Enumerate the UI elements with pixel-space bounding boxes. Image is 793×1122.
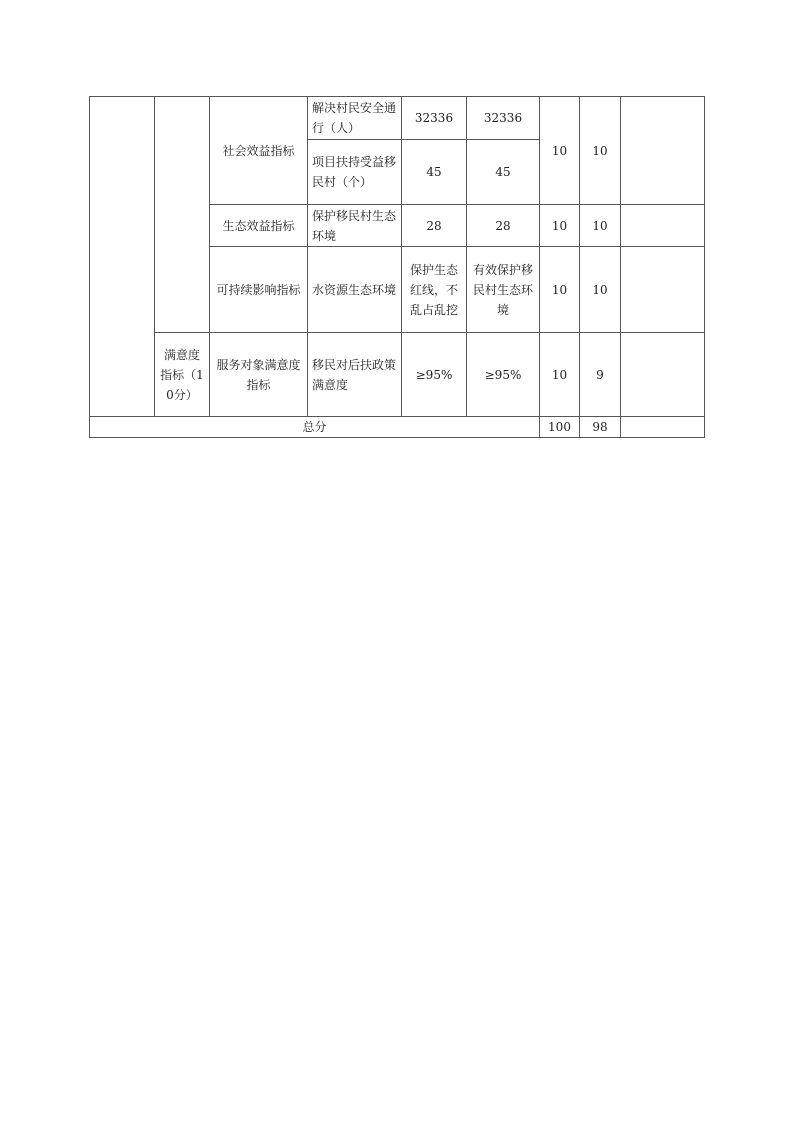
indicator-cell: 项目扶持受益移民村（个） bbox=[308, 140, 402, 205]
remark-cell bbox=[621, 247, 705, 333]
total-score: 98 bbox=[580, 417, 621, 438]
target-value-cell: ≥95% bbox=[402, 333, 467, 417]
secondary-indicator-cell: 生态效益指标 bbox=[210, 205, 308, 247]
target-value-cell: 45 bbox=[402, 140, 467, 205]
empty-cell bbox=[90, 97, 155, 417]
actual-value-cell: 32336 bbox=[467, 97, 540, 140]
secondary-indicator-cell: 社会效益指标 bbox=[210, 97, 308, 205]
total-row bbox=[90, 417, 705, 438]
empty-cell bbox=[155, 97, 210, 333]
score-cell: 10 bbox=[580, 205, 621, 247]
indicator-cell: 解决村民安全通行（人） bbox=[308, 97, 402, 140]
secondary-indicator-cell: 服务对象满意度指标 bbox=[210, 333, 308, 417]
actual-value-cell: ≥95% bbox=[467, 333, 540, 417]
actual-value-cell: 45 bbox=[467, 140, 540, 205]
total-weight: 100 bbox=[540, 417, 580, 438]
indicator-cell: 移民对后扶政策满意度 bbox=[308, 333, 402, 417]
table-row bbox=[90, 97, 705, 140]
target-value-cell: 保护生态红线，不乱占乱挖 bbox=[402, 247, 467, 333]
actual-value-cell: 28 bbox=[467, 205, 540, 247]
remark-cell bbox=[621, 97, 705, 205]
score-cell: 9 bbox=[580, 333, 621, 417]
weight-cell: 10 bbox=[540, 247, 580, 333]
actual-value-cell: 有效保护移民村生态环境 bbox=[467, 247, 540, 333]
weight-cell: 10 bbox=[540, 97, 580, 205]
remark-cell bbox=[621, 417, 705, 438]
table-row bbox=[90, 333, 705, 417]
score-cell: 10 bbox=[580, 97, 621, 205]
remark-cell bbox=[621, 205, 705, 247]
target-value-cell: 28 bbox=[402, 205, 467, 247]
indicator-cell: 保护移民村生态环境 bbox=[308, 205, 402, 247]
total-label: 总分 bbox=[90, 417, 540, 438]
target-value-cell: 32336 bbox=[402, 97, 467, 140]
score-cell: 10 bbox=[580, 247, 621, 333]
weight-cell: 10 bbox=[540, 333, 580, 417]
performance-table bbox=[89, 96, 705, 438]
indicator-cell: 水资源生态环境 bbox=[308, 247, 402, 333]
weight-cell: 10 bbox=[540, 205, 580, 247]
primary-indicator-cell: 满意度指标（10分） bbox=[155, 333, 210, 417]
secondary-indicator-cell: 可持续影响指标 bbox=[210, 247, 308, 333]
remark-cell bbox=[621, 333, 705, 417]
